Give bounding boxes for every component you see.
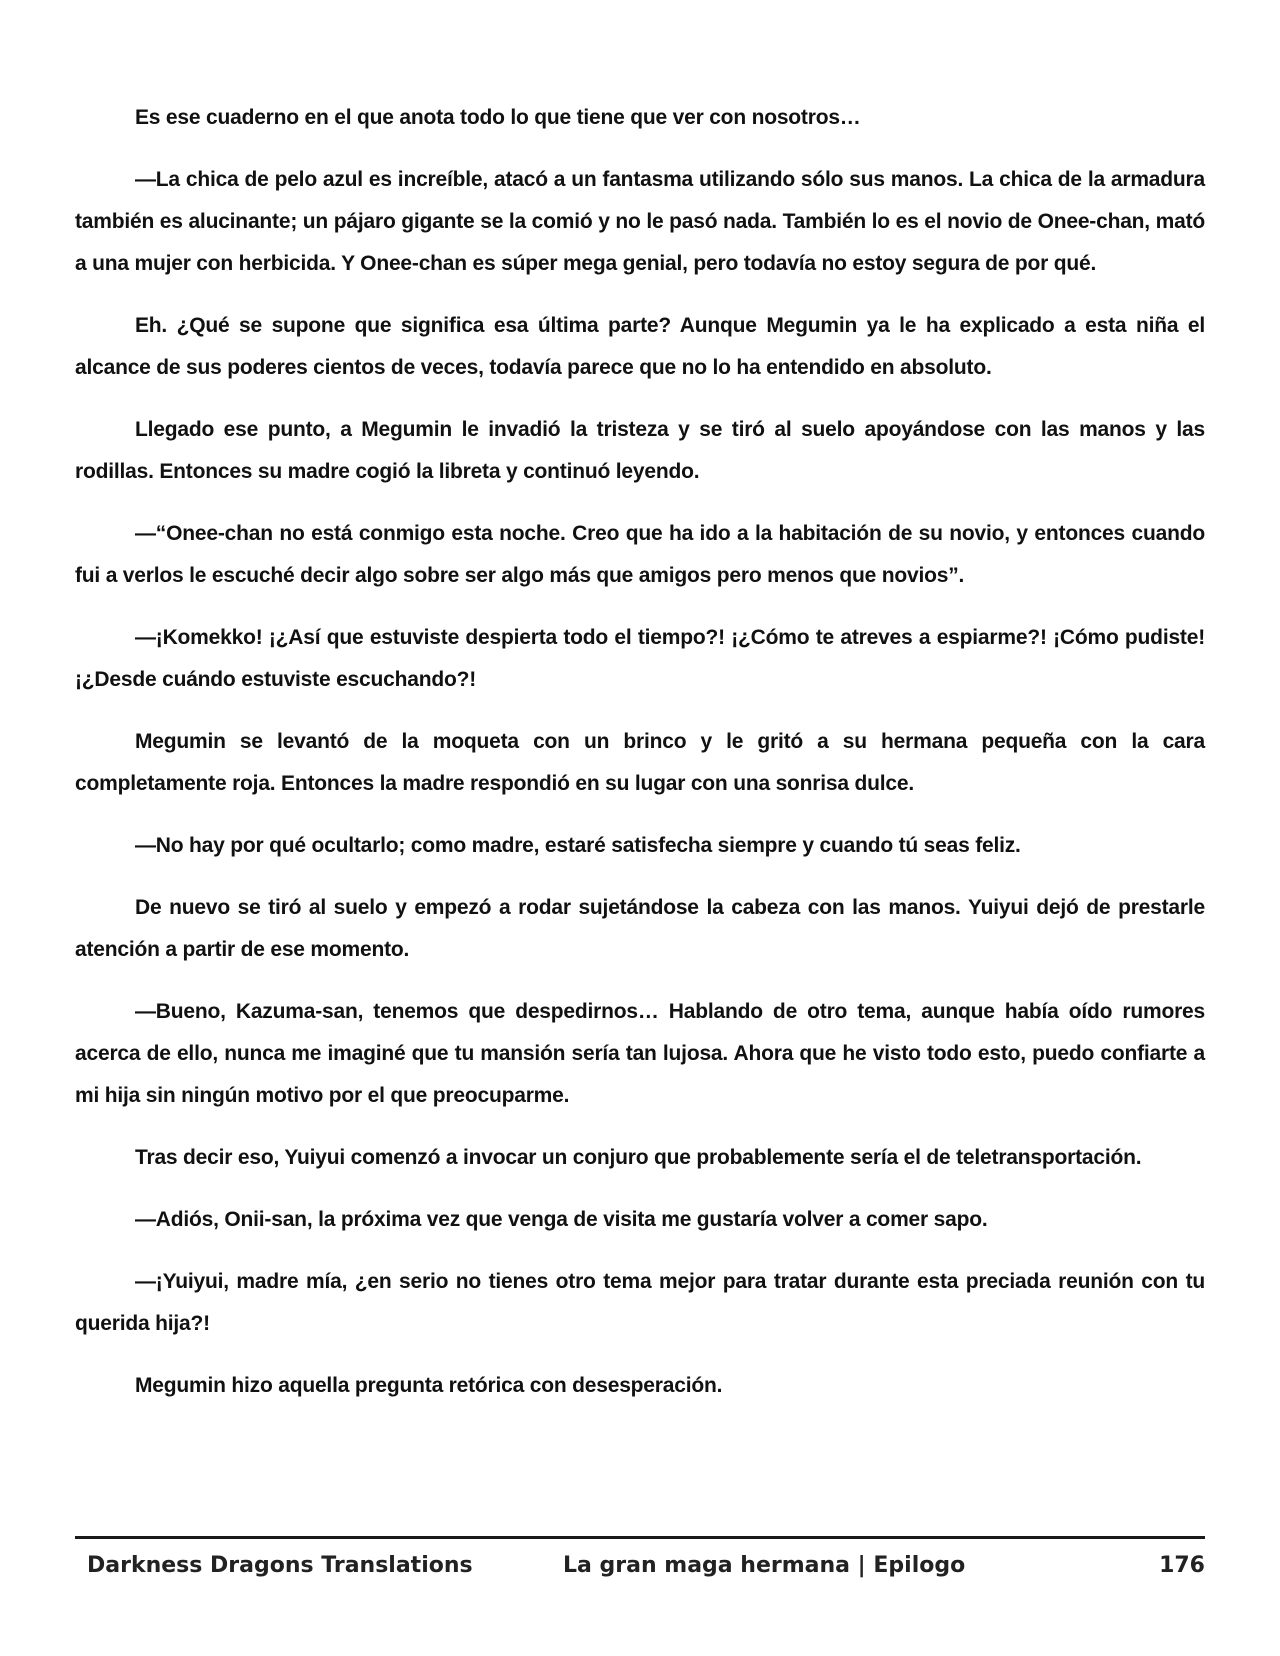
paragraph: —¡Yuiyui, madre mía, ¿en serio no tienes otro tema mejor para tratar durante esta preciada reunión con tu querida hija?!: [75, 1270, 1205, 1335]
paragraph: —La chica de pelo azul es increíble, atacó a un fantasma utilizando sólo sus manos. La chica de la armadura también es alucinante; un pájaro gigante se la comió y no le pasó nada. También lo es el novio de Onee-chan, mató a una mujer con herbicida. Y Onee-chan es súper mega genial, pero todavía no estoy segura de por qué.: [75, 168, 1205, 275]
footer-divider: [75, 1536, 1205, 1539]
paragraph: Es ese cuaderno en el que anota todo lo que tiene que ver con nosotros…: [135, 106, 861, 129]
page-footer: [75, 1548, 1205, 1584]
paragraph: —¡Komekko! ¡¿Así que estuviste despierta todo el tiempo?! ¡¿Cómo te atreves a espiarme?! ¡Cómo pudiste! ¡¿Desde cuándo estuviste escuchando?!: [75, 626, 1205, 691]
paragraph: Tras decir eso, Yuiyui comenzó a invocar un conjuro que probablemente sería el de teletransportación.: [135, 1146, 1142, 1169]
paragraph: De nuevo se tiró al suelo y empezó a rodar sujetándose la cabeza con las manos. Yuiyui dejó de prestarle atención a partir de ese momento.: [75, 896, 1205, 961]
footer-publisher: Darkness Dragons Translations: [87, 1553, 473, 1578]
body-text: [75, 97, 1205, 1427]
paragraph: —Adiós, Onii-san, la próxima vez que venga de visita me gustaría volver a comer sapo.: [135, 1208, 988, 1231]
paragraph: —No hay por qué ocultarlo; como madre, estaré satisfecha siempre y cuando tú seas feliz.: [135, 834, 1021, 857]
page-number: 176: [1159, 1553, 1205, 1578]
footer-chapter-title: La gran maga hermana | Epilogo: [563, 1553, 966, 1578]
paragraph: —Bueno, Kazuma-san, tenemos que despedirnos… Hablando de otro tema, aunque había oído rumores acerca de ello, nunca me imaginé que tu mansión sería tan lujosa. Ahora que he visto todo esto, puedo confiarte a mi hija sin ningún motivo por el que preocuparme.: [75, 1000, 1205, 1107]
paragraph: —“Onee-chan no está conmigo esta noche. Creo que ha ido a la habitación de su novio, y entonces cuando fui a verlos le escuché decir algo sobre ser algo más que amigos pero menos que novios”.: [75, 522, 1205, 587]
paragraph: Megumin hizo aquella pregunta retórica con desesperación.: [135, 1374, 723, 1397]
paragraph: Eh. ¿Qué se supone que significa esa última parte? Aunque Megumin ya le ha explicado a esta niña el alcance de sus poderes cientos de veces, todavía parece que no lo ha entendido en absoluto.: [75, 314, 1205, 379]
paragraph: Llegado ese punto, a Megumin le invadió la tristeza y se tiró al suelo apoyándose con las manos y las rodillas. Entonces su madre cogió la libreta y continuó leyendo.: [75, 418, 1205, 483]
paragraph: Megumin se levantó de la moqueta con un brinco y le gritó a su hermana pequeña con la cara completamente roja. Entonces la madre respondió en su lugar con una sonrisa dulce.: [75, 730, 1205, 795]
